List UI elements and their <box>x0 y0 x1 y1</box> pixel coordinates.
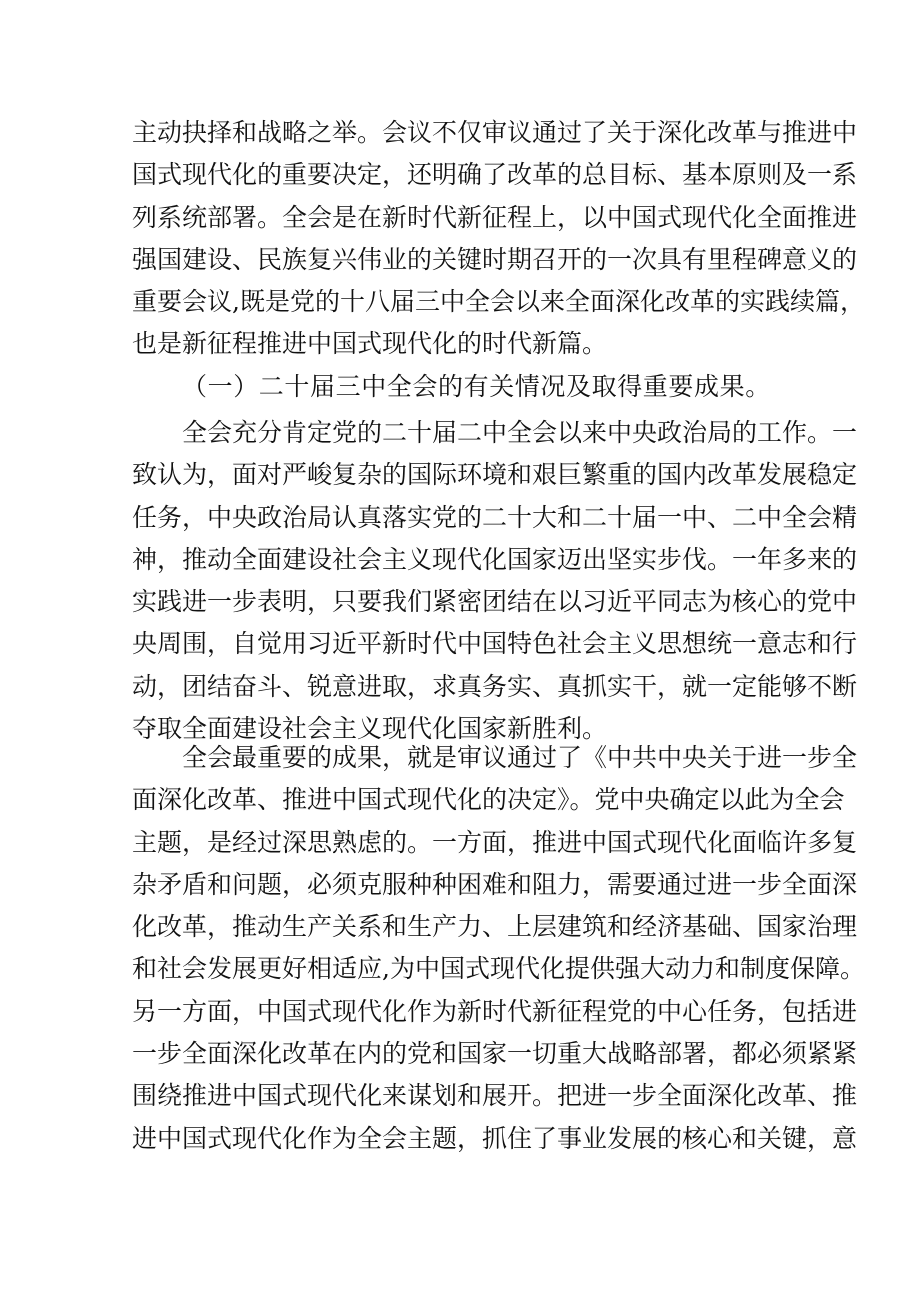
paragraph-3 <box>132 737 865 1160</box>
paragraph-line: 另一方面，中国式现代化作为新时代新征程党的中心任务，包括进 <box>132 996 858 1026</box>
paragraph-2 <box>132 412 858 750</box>
paragraph-line: 实践进一步表明，只要我们紧密团结在以习近平同志为核心的党中 <box>132 587 858 617</box>
paragraph-line: 重要会议,既是党的十八届三中全会以来全面深化改革的实践续篇， <box>132 287 865 317</box>
paragraph-line: 列系统部署。全会是在新时代新征程上，以中国式现代化全面推进 <box>132 202 858 232</box>
paragraph-line: 一步全面深化改革在内的党和国家一切重大战略部署，都必须紧紧 <box>132 1039 858 1069</box>
paragraph-line: 围绕推进中国式现代化来谋划和展开。把进一步全面深化改革、推 <box>132 1081 858 1111</box>
paragraph-line: 主题，是经过深思熟虑的。一方面，推进中国式现代化面临许多复 <box>132 827 858 857</box>
paragraph-line: 动，团结奋斗、锐意进取，求真务实、真抓实干，就一定能够不断 <box>132 671 858 701</box>
paragraph-line: 强国建设、民族复兴伟业的关键时期召开的一次具有里程碑意义的 <box>132 244 858 274</box>
paragraph-line: 任务，中央政治局认真落实党的二十大和二十届一中、二中全会精 <box>132 502 858 532</box>
paragraph-line: 主动抉择和战略之举。会议不仅审议通过了关于深化改革与推进中 <box>132 118 858 147</box>
paragraph-line: 国式现代化的重要决定，还明确了改革的总目标、基本原则及一系 <box>132 160 858 190</box>
paragraph-line: 也是新征程推进中国式现代化的时代新篇。 <box>132 329 608 359</box>
paragraph-line: 致认为，面对严峻复杂的国际环境和艰巨繁重的国内改革发展稳定 <box>132 460 858 490</box>
paragraph-line: 神，推动全面建设社会主义现代化国家迈出坚实步伐。一年多来的 <box>132 544 858 574</box>
paragraph-line: 进中国式现代化作为全会主题，抓住了事业发展的核心和关键，意 <box>132 1123 858 1153</box>
paragraph-line: 全会充分肯定党的二十届二中全会以来中央政治局的工作。一 <box>182 418 858 447</box>
paragraph-line: 面深化改革、推进中国式现代化的决定》。党中央确定以此为全会 <box>132 785 845 815</box>
paragraph-1 <box>132 112 865 366</box>
section-heading: （一）二十届三中全会的有关情况及取得重要成果。 <box>182 372 771 401</box>
paragraph-line: 全会最重要的成果，就是审议通过了《中共中央关于进一步全 <box>182 743 858 772</box>
paragraph-line: 杂矛盾和问题，必须克服种种困难和阻力，需要通过进一步全面深 <box>132 869 858 899</box>
paragraph-line: 夺取全面建设社会主义现代化国家新胜利。 <box>132 714 608 744</box>
paragraph-line: 央周围，自觉用习近平新时代中国特色社会主义思想统一意志和行 <box>132 629 858 659</box>
section-heading-block <box>132 366 797 408</box>
paragraph-line: 化改革，推动生产关系和生产力、上层建筑和经济基础、国家治理 <box>132 912 858 942</box>
paragraph-line: 和社会发展更好相适应,为中国式现代化提供强大动力和制度保障。 <box>132 954 865 984</box>
